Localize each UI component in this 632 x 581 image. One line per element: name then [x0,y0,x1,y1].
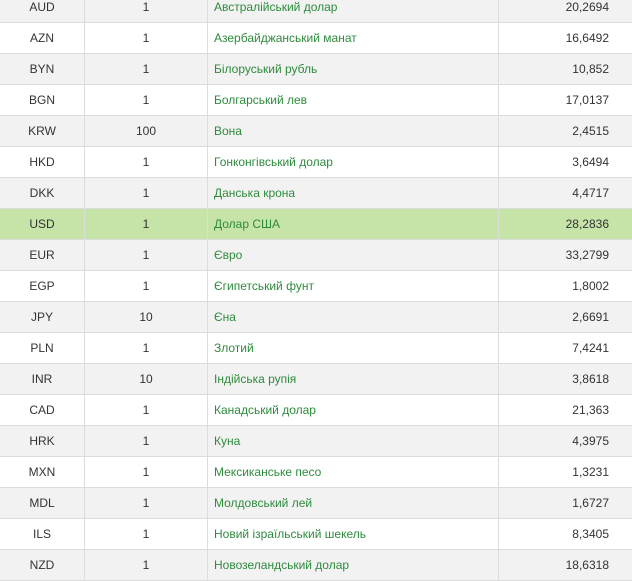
currency-units: 1 [85,488,208,519]
currency-name-link[interactable]: Новий ізраїльський шекель [214,527,366,541]
currency-code: HRK [0,426,85,457]
table-row [0,333,632,364]
currency-name-cell [208,395,499,426]
currency-units: 1 [85,519,208,550]
currency-name-link[interactable]: Новозеландський долар [214,558,349,572]
currency-name-cell [208,116,499,147]
currency-units: 1 [85,85,208,116]
currency-code: JPY [0,302,85,333]
table-row [0,54,632,85]
currency-code: ILS [0,519,85,550]
currency-rate: 20,2694 [499,0,632,23]
currency-rate: 33,2799 [499,240,632,271]
table-row [0,0,632,23]
currency-code: KRW [0,116,85,147]
currency-name-cell [208,488,499,519]
currency-units: 1 [85,23,208,54]
currency-name-link[interactable]: Болгарський лев [214,93,307,107]
currency-name-link[interactable]: Євро [214,248,242,262]
table-row [0,302,632,333]
currency-name-link[interactable]: Куна [214,434,240,448]
currency-name-link[interactable]: Канадський долар [214,403,316,417]
currency-name-cell [208,178,499,209]
currency-name-cell [208,147,499,178]
currency-units: 10 [85,302,208,333]
currency-rate: 4,4717 [499,178,632,209]
currency-name-cell [208,85,499,116]
currency-name-cell [208,333,499,364]
currency-units: 1 [85,240,208,271]
currency-name-cell [208,457,499,488]
currency-name-cell [208,364,499,395]
currency-code: BGN [0,85,85,116]
currency-name-link[interactable]: Данська крона [214,186,295,200]
currency-units: 1 [85,426,208,457]
currency-code: HKD [0,147,85,178]
currency-units: 1 [85,457,208,488]
currency-rate: 2,4515 [499,116,632,147]
currency-code: INR [0,364,85,395]
table-row [0,116,632,147]
currency-name-link[interactable]: Долар США [214,217,280,231]
table-row [0,364,632,395]
currency-rate: 7,4241 [499,333,632,364]
currency-units: 1 [85,333,208,364]
currency-name-cell [208,550,499,581]
currency-rate: 2,6691 [499,302,632,333]
currency-rate: 16,6492 [499,23,632,54]
currency-code: CAD [0,395,85,426]
table-row-highlighted [0,209,632,240]
table-row [0,240,632,271]
currency-name-cell [208,519,499,550]
currency-name-cell [208,54,499,85]
currency-rate: 4,3975 [499,426,632,457]
currency-units: 100 [85,116,208,147]
currency-units: 1 [85,178,208,209]
currency-code: DKK [0,178,85,209]
currency-units: 1 [85,395,208,426]
currency-name-link[interactable]: Гонконгівський долар [214,155,333,169]
currency-name-cell [208,23,499,54]
currency-name-cell [208,240,499,271]
table-row [0,23,632,54]
currency-units: 10 [85,364,208,395]
table-row [0,178,632,209]
table-row [0,457,632,488]
table-row [0,147,632,178]
currency-name-link[interactable]: Молдовський лей [214,496,312,510]
currency-rate: 21,363 [499,395,632,426]
currency-code: MDL [0,488,85,519]
currency-code: BYN [0,54,85,85]
currency-code: USD [0,209,85,240]
table-row [0,271,632,302]
currency-units: 1 [85,147,208,178]
currency-rate: 8,3405 [499,519,632,550]
currency-rate: 1,6727 [499,488,632,519]
table-row [0,550,632,581]
currency-units: 1 [85,550,208,581]
currency-name-link[interactable]: Білоруський рубль [214,62,317,76]
currency-code: NZD [0,550,85,581]
currency-rate: 1,8002 [499,271,632,302]
currency-rate: 3,6494 [499,147,632,178]
currency-name-cell [208,302,499,333]
currency-units: 1 [85,209,208,240]
currency-name-cell [208,209,499,240]
table-row [0,85,632,116]
currency-rate: 10,852 [499,54,632,85]
currency-name-link[interactable]: Австралійський долар [214,0,337,14]
currency-name-link[interactable]: Злотий [214,341,254,355]
currency-name-link[interactable]: Єгипетський фунт [214,279,314,293]
currency-units: 1 [85,54,208,85]
currency-name-link[interactable]: Вона [214,124,242,138]
currency-rate: 3,8618 [499,364,632,395]
currency-name-link[interactable]: Азербайджанський манат [214,31,357,45]
currency-rate: 17,0137 [499,85,632,116]
currency-code: MXN [0,457,85,488]
currency-units: 1 [85,0,208,23]
currency-name-link[interactable]: Мексиканське песо [214,465,321,479]
currency-name-cell [208,0,499,23]
currency-code: AUD [0,0,85,23]
currency-name-link[interactable]: Індійська рупія [214,372,296,386]
currency-name-link[interactable]: Єна [214,310,236,324]
currency-units: 1 [85,271,208,302]
table-row [0,426,632,457]
currency-code: EUR [0,240,85,271]
currency-rate: 1,3231 [499,457,632,488]
currency-name-cell [208,426,499,457]
currency-code: AZN [0,23,85,54]
currency-rate: 18,6318 [499,550,632,581]
table-row [0,488,632,519]
table-row [0,395,632,426]
currency-rate: 28,2836 [499,209,632,240]
currency-code: EGP [0,271,85,302]
table-row [0,519,632,550]
currency-code: PLN [0,333,85,364]
currency-name-cell [208,271,499,302]
